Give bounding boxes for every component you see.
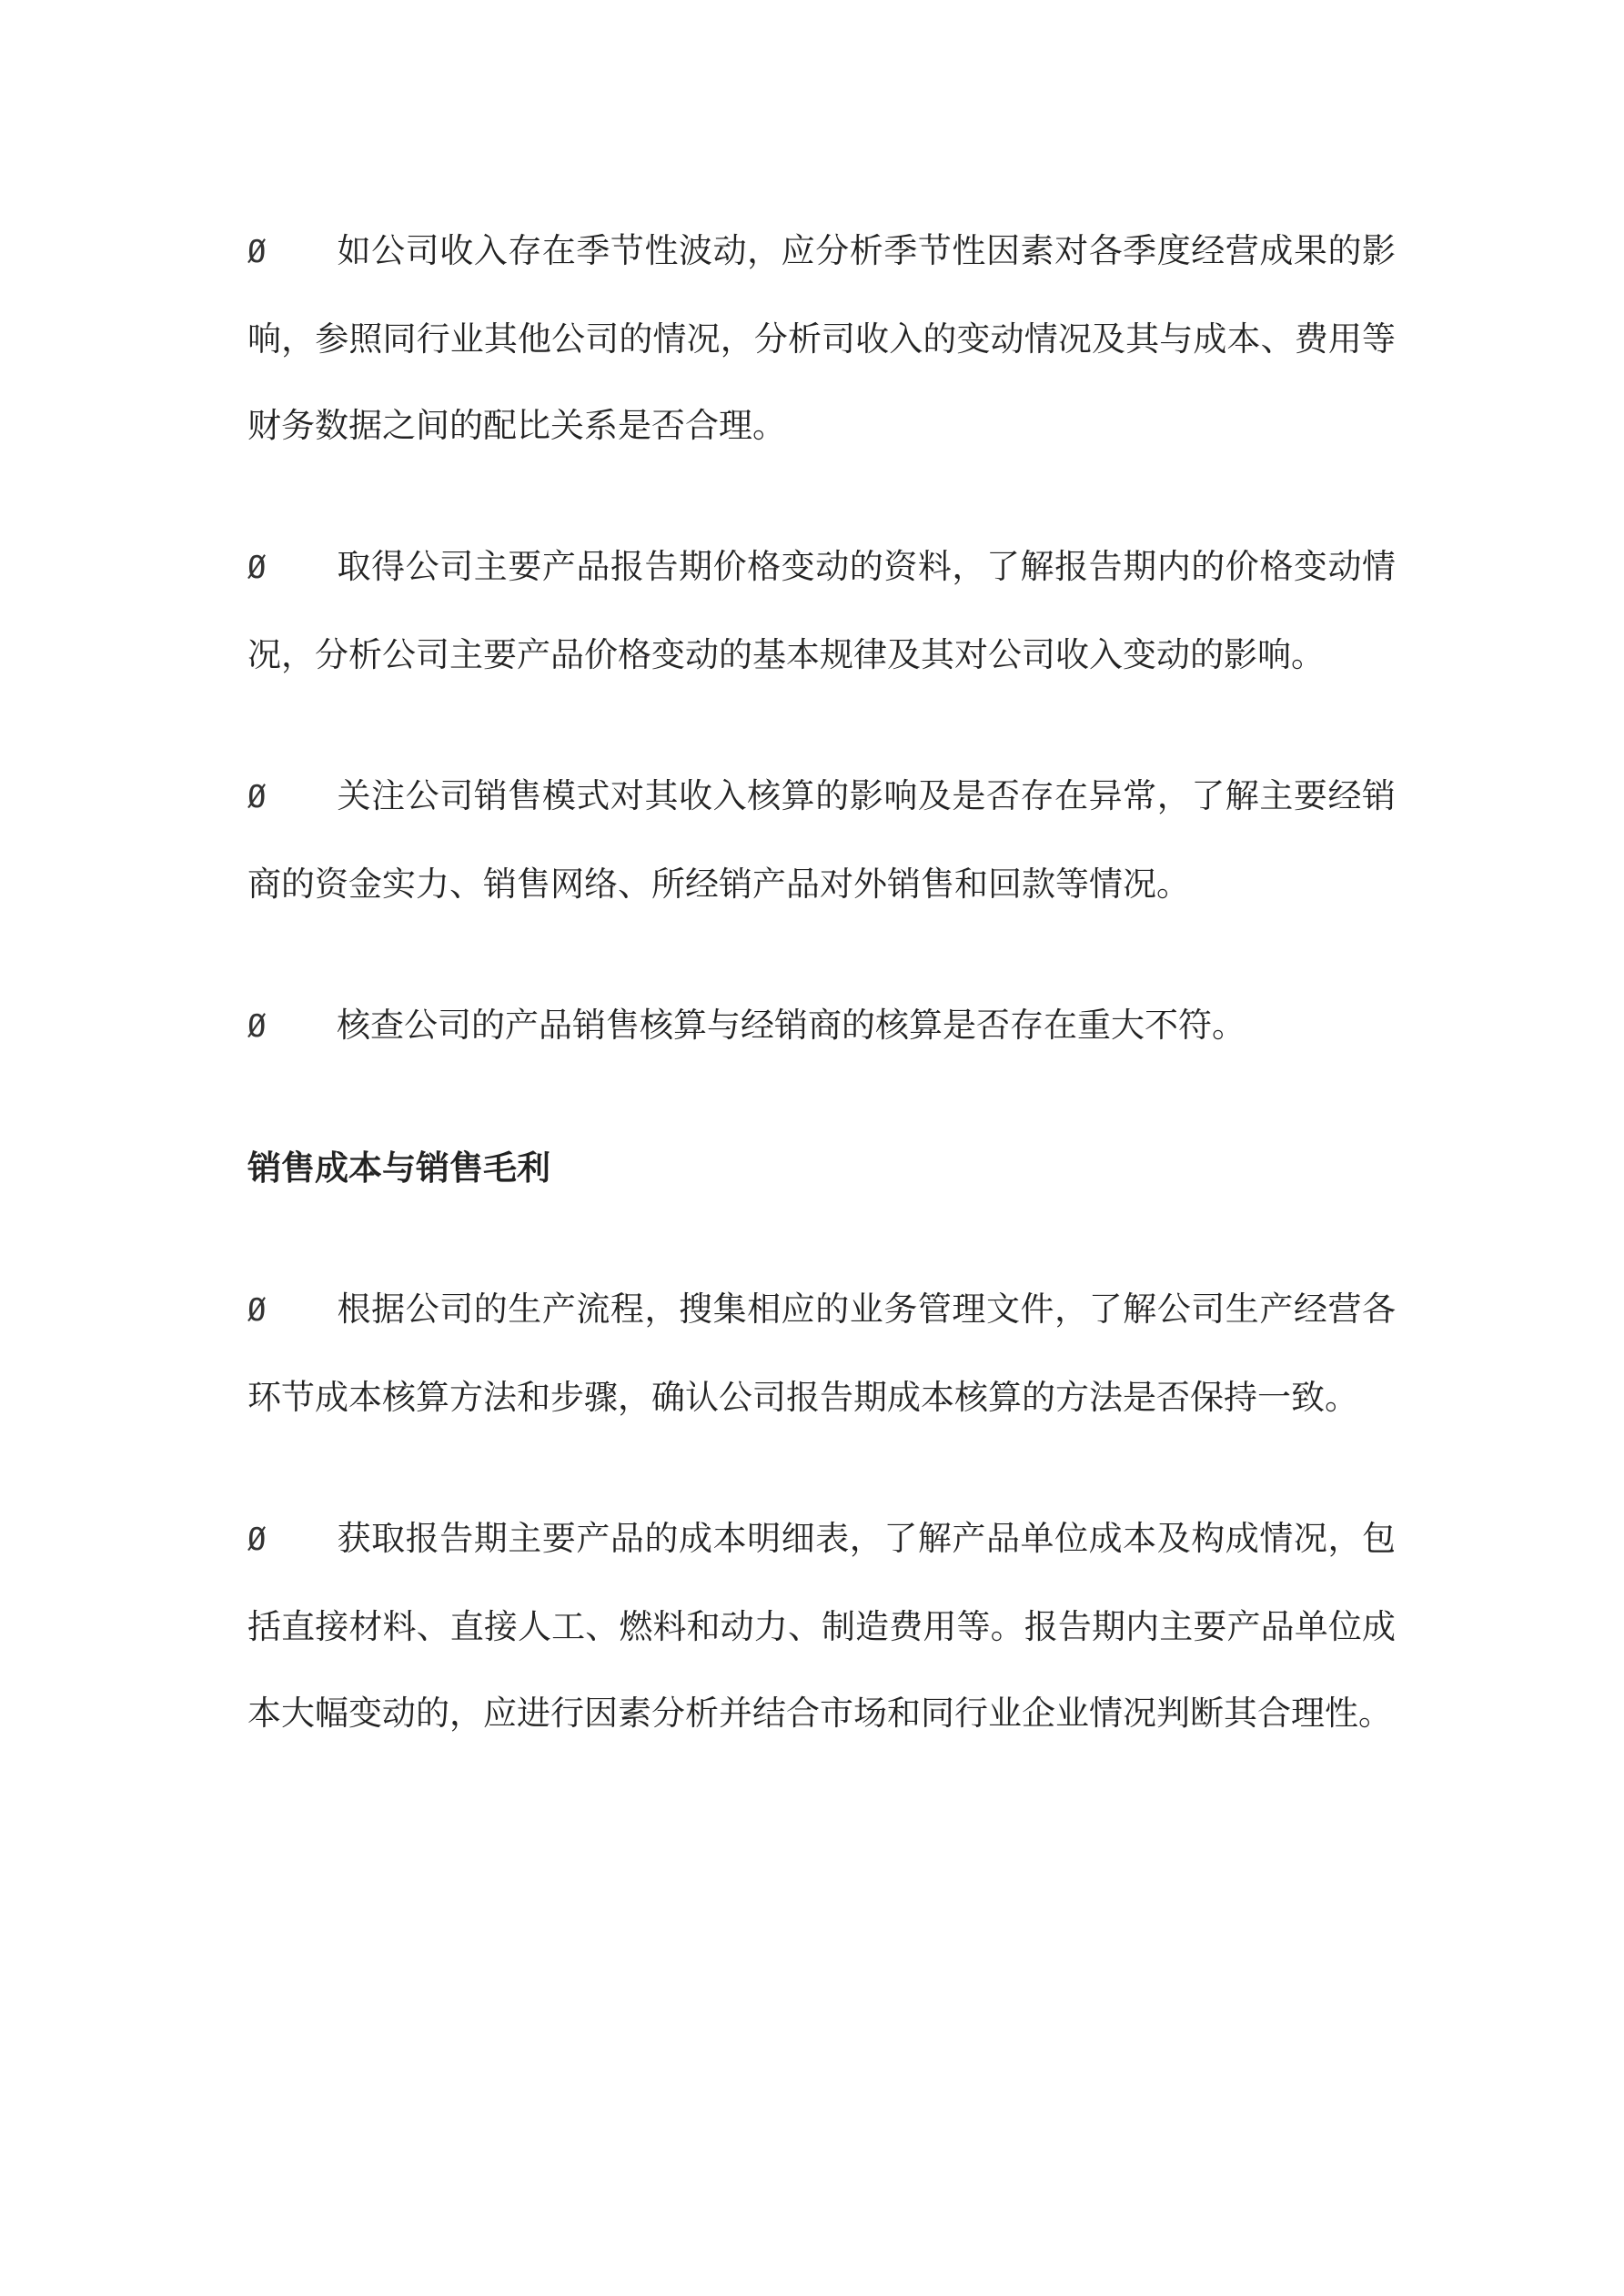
bullet-paragraph [247,982,1396,1070]
bullet-marker: Ø [247,550,267,586]
bullet-marker: Ø [247,1008,267,1045]
bullet-marker: Ø [247,1292,267,1329]
bullet-paragraph [247,1495,1396,1756]
bullet-paragraph [247,523,1396,698]
paragraph-text: 取得公司主要产品报告期价格变动的资料，了解报告期内的价格变动情况，分析公司主要产品价格变动的基本规律及其对公司收入变动的影响。 [247,547,1396,674]
bullet-paragraph [247,753,1396,927]
document-content [247,207,1396,1811]
paragraph-text: 关注公司销售模式对其收入核算的影响及是否存在异常，了解主要经销商的资金实力、销售网络、所经销产品对外销售和回款等情况。 [247,776,1396,904]
bullet-marker: Ø [247,779,267,815]
bullet-marker: Ø [247,234,267,270]
paragraph-text: 根据公司的生产流程，搜集相应的业务管理文件，了解公司生产经营各环节成本核算方法和步骤，确认公司报告期成本核算的方法是否保持一致。 [247,1290,1396,1417]
bullet-paragraph [247,1266,1396,1441]
paragraph-text: 核查公司的产品销售核算与经销商的核算是否存在重大不符。 [337,1006,1246,1045]
bullet-marker: Ø [247,1522,267,1558]
section-heading: 销售成本与销售毛利 [247,1148,550,1188]
bullet-paragraph [247,207,1396,469]
paragraph-text: 如公司收入存在季节性波动，应分析季节性因素对各季度经营成果的影响，参照同行业其他公司的情况，分析司收入的变动情况及其与成本、费用等财务数据之间的配比关系是否合理。 [247,231,1396,445]
paragraph-text: 获取报告期主要产品的成本明细表，了解产品单位成本及构成情况，包括直接材料、直接人工、燃料和动力、制造费用等。报告期内主要产品单位成本大幅变动的，应进行因素分析并结合市场和同行业企业情况判断其合理性。 [247,1519,1396,1733]
